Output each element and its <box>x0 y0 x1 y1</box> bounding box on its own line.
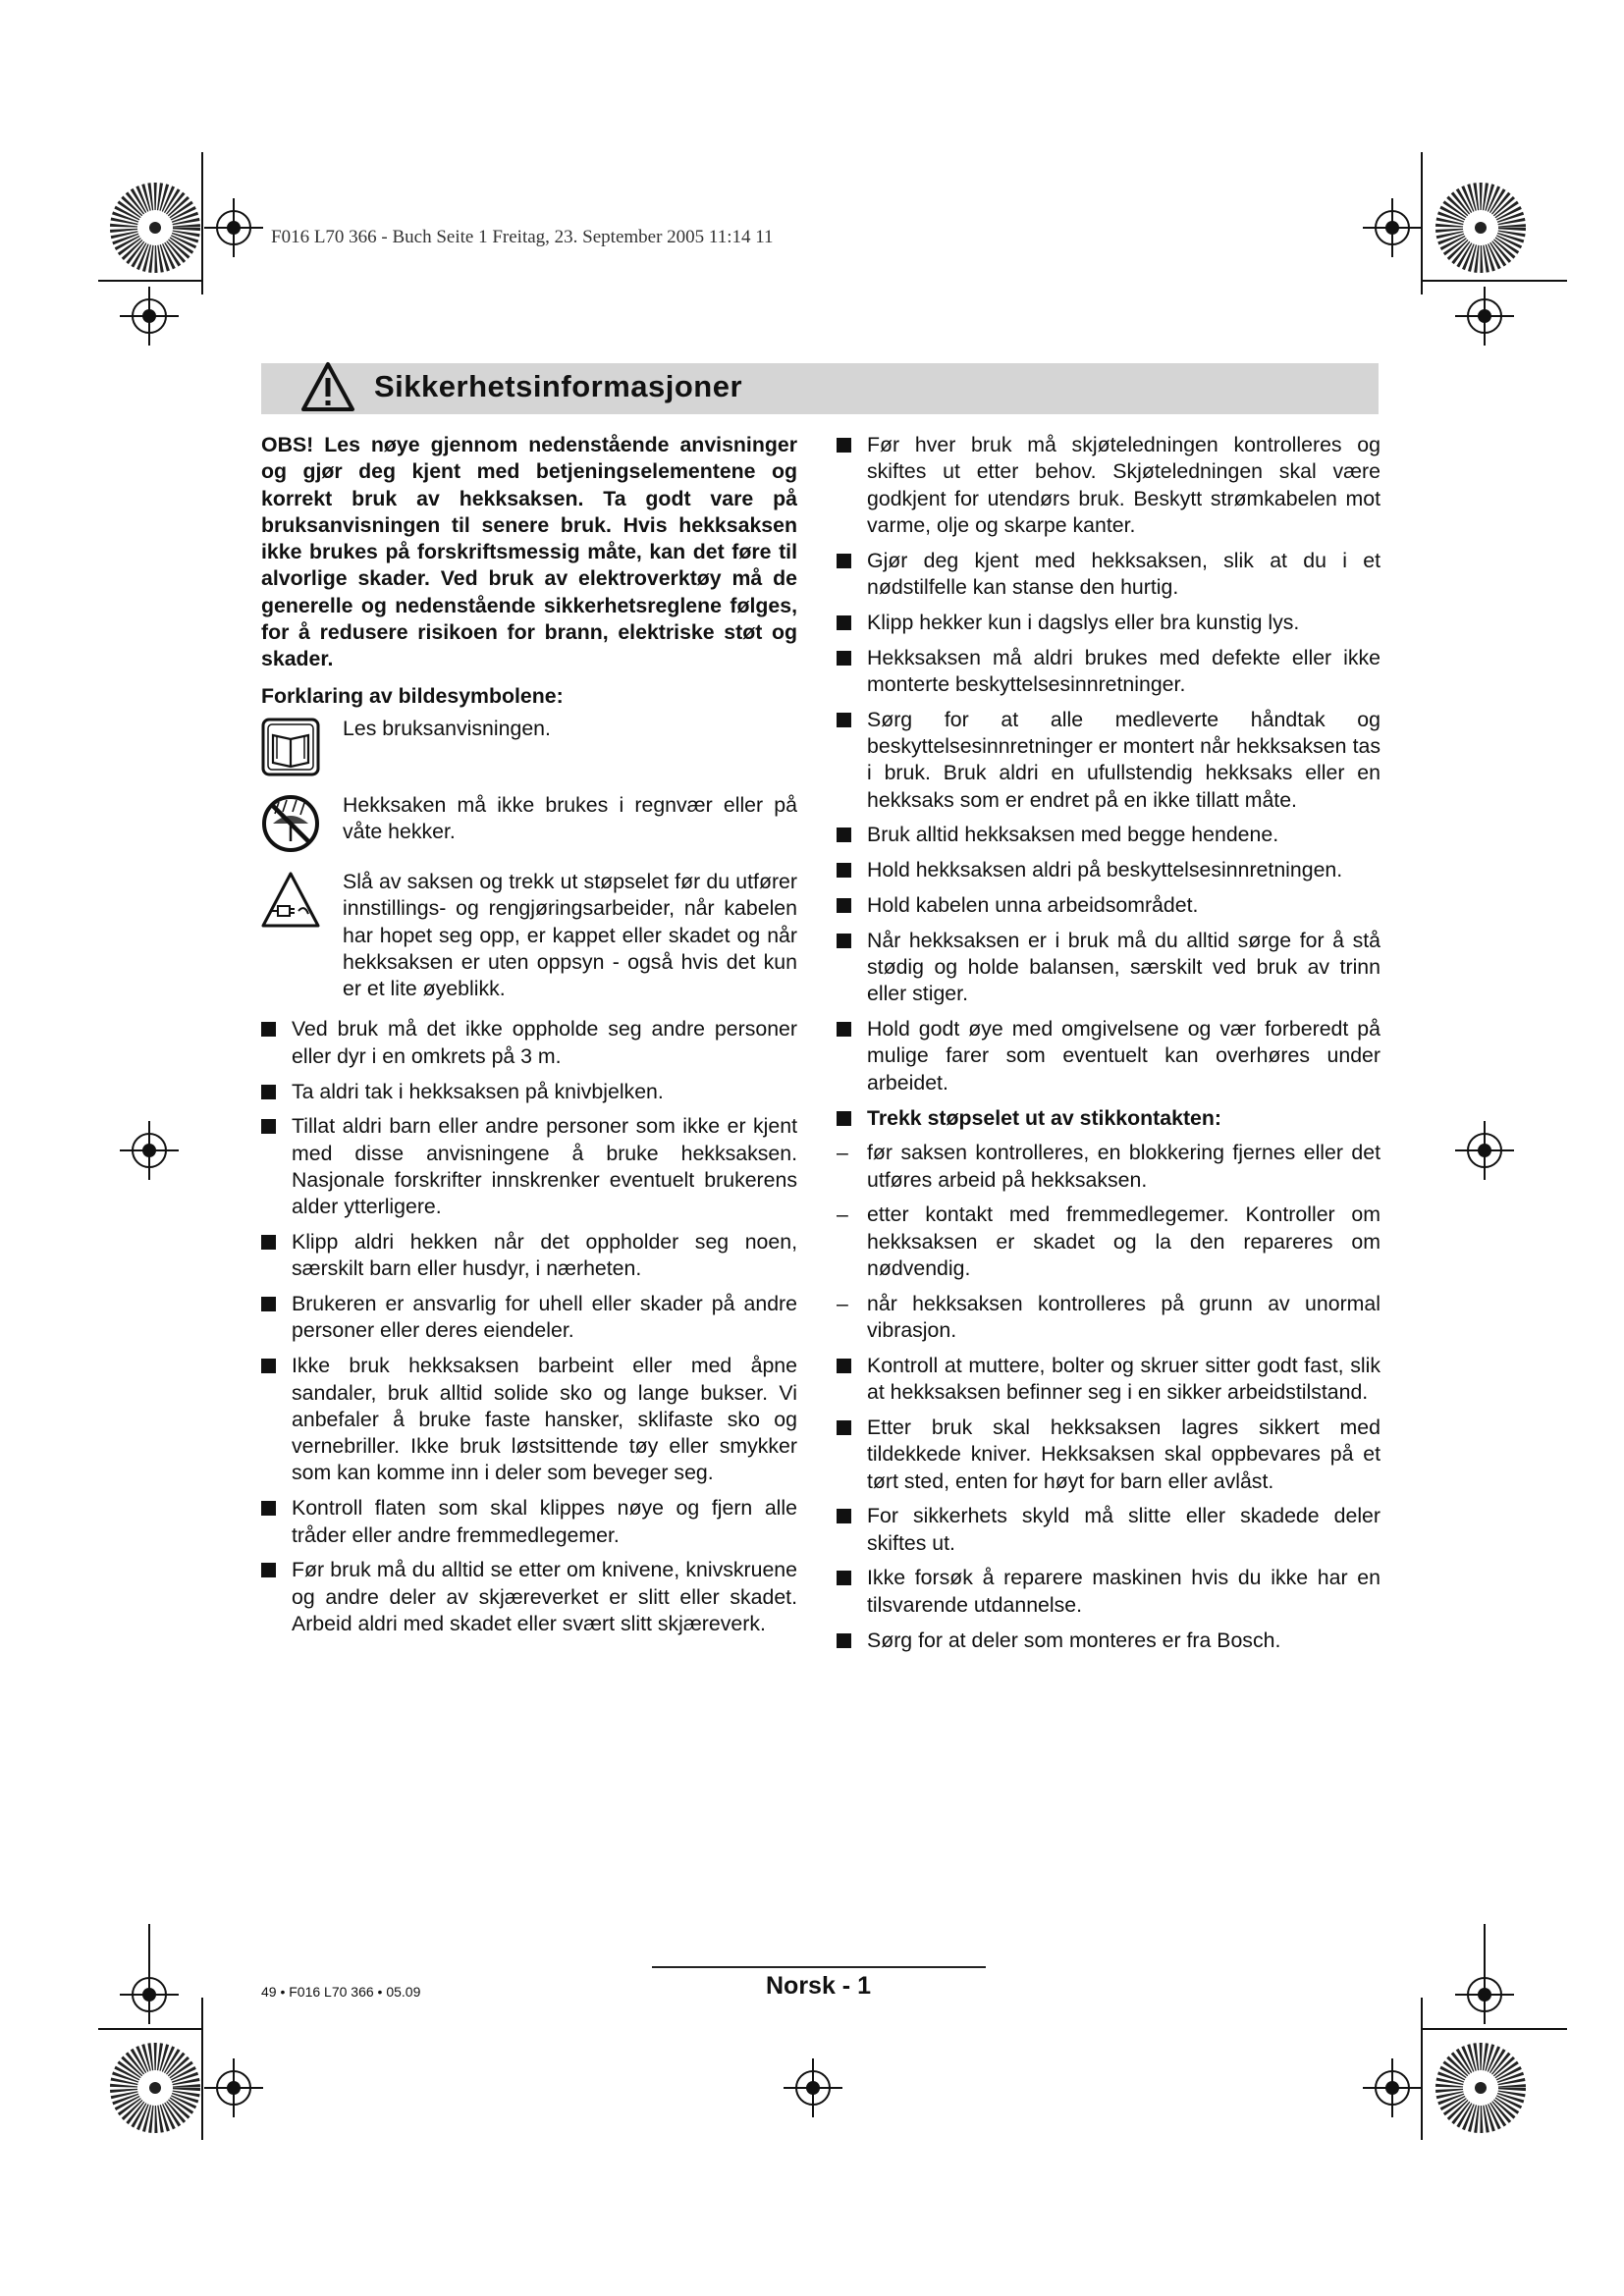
color-star-mark-icon <box>1449 2056 1512 2119</box>
book-icon <box>261 718 320 776</box>
bullet-icon <box>837 615 851 630</box>
warning-triangle-icon <box>300 361 355 412</box>
registration-mark-icon <box>1363 198 1422 257</box>
bullet-icon <box>837 863 851 878</box>
registration-mark-icon <box>1455 1121 1514 1180</box>
bullet-icon <box>837 1420 851 1435</box>
bullet-icon <box>837 438 851 453</box>
bullet-icon <box>837 1633 851 1648</box>
bullet-icon <box>837 1571 851 1585</box>
bullet-icon <box>837 1509 851 1523</box>
section-title: Sikkerhetsinformasjoner <box>374 369 743 403</box>
symbol-row <box>261 792 797 855</box>
bullet-icon <box>837 1022 851 1037</box>
safety-item: Brukeren er ansvarlig for uhell eller skader på andre personer eller deres eiendeler. <box>261 1291 797 1345</box>
symbol-text: Les bruksanvisningen. <box>343 716 551 740</box>
safety-item: Hold kabelen unna arbeidsområdet. <box>837 892 1380 919</box>
bullet-icon <box>837 554 851 568</box>
bullet-icon <box>837 1111 851 1126</box>
safety-item: Hekksaksen må aldri brukes med defekte eller ikke monterte beskyttelsesinnretninger. <box>837 645 1380 699</box>
bullet-icon <box>261 1359 276 1373</box>
footer-code: 49 • F016 L70 366 • 05.09 <box>261 1984 421 2000</box>
bullet-icon <box>261 1022 276 1037</box>
safety-item: Sørg for at alle medleverte håndtak og beskyttelsesinnretninger er montert når hekksaksen tas i bruk. Bruk aldri en ufullstendig hekksaks eller en hekksaks som er endret på en ikke tillatt måte. <box>837 707 1380 814</box>
registration-mark-icon <box>120 1121 179 1180</box>
safety-item: Ikke bruk hekksaksen barbeint eller med åpne sandaler, bruk alltid solide sko og lange bukser. Vi anbefaler å bruke faste hansker, sklifaste sko og vernebriller. Ikke bruk løstsittende tøy eller smykker som kan komme inn i deler som beveger seg. <box>261 1353 797 1486</box>
bullet-icon <box>261 1501 276 1516</box>
left-column <box>261 432 797 1646</box>
bullet-icon <box>837 934 851 948</box>
safety-item: Klipp hekker kun i dagslys eller bra kunstig lys. <box>837 610 1380 636</box>
unplug-item: – før saksen kontrolleres, en blokkering fjernes eller det utføres arbeid på hekksaksen. <box>837 1141 1380 1192</box>
symbol-text: Slå av saksen og trekk ut støpselet før du utfører innstillings- og rengjøringsarbeider, når kabelen har hopet seg opp, er kappet eller skadet og når hekksaksen er uten oppsyn - også hvis det kun er et lite øyeblikk. <box>343 869 797 1001</box>
bullet-icon <box>837 713 851 727</box>
safety-item: Etter bruk skal hekksaksen lagres sikkert med tildekkede kniver. Hekksaksen skal oppbevares på et tørt sted, enten for høyt for barn eller avlåst. <box>837 1415 1380 1495</box>
safety-item: Tillat aldri barn eller andre personer som ikke er kjent med disse anvisningene å bruke hekksaksen. Nasjonale forskrifter innskrenker eventuelt brukerens alder ytterligere. <box>261 1113 797 1220</box>
registration-mark-icon <box>1363 2058 1422 2117</box>
bullet-icon <box>261 1235 276 1250</box>
registration-mark-icon <box>1455 287 1514 346</box>
safety-item: Bruk alltid hekksaksen med begge hendene. <box>837 822 1380 848</box>
intro-warning: OBS! Les nøye gjennom nedenstående anvisninger og gjør deg kjent med betjeningselementene og korrekt bruk av hekksaksen. Ta godt vare på bruksanvisningen til senere bruk. Hvis hekksaksen ikke brukes på forskriftsmessig måte, kan det føre til alvorlige skader. Ved bruk av elektroverktøy må de generelle og nedenstående sikkerhetsreglene følges, for å redusere risikoen for brann, elektriske støt og skader. <box>261 433 797 671</box>
bullet-icon <box>837 898 851 913</box>
safety-item: Sørg for at deler som monteres er fra Bosch. <box>837 1628 1380 1654</box>
safety-item: Kontroll flaten som skal klippes nøye og fjern alle tråder eller andre fremmedlegemer. <box>261 1495 797 1549</box>
safety-item: Ved bruk må det ikke oppholde seg andre personer eller dyr i en omkrets på 3 m. <box>261 1016 797 1070</box>
symbol-row <box>261 716 797 778</box>
bullet-icon <box>837 828 851 842</box>
safety-item: Før hver bruk må skjøteledningen kontrolleres og skiftes ut etter behov. Skjøteledningen skal være godkjent for utendørs bruk. Beskytt strømkabelen mot varme, olje og skarpe kanter. <box>837 432 1380 539</box>
registration-mark-icon <box>204 198 263 257</box>
registration-mark-icon <box>120 287 179 346</box>
bullet-icon <box>261 1085 276 1099</box>
no-rain-icon <box>261 794 320 853</box>
color-star-mark-icon <box>1449 196 1512 259</box>
safety-item: For sikkerhets skyld må slitte eller skadede deler skiftes ut. <box>837 1503 1380 1557</box>
bullet-icon <box>837 1359 851 1373</box>
section-title-bar <box>261 363 1379 414</box>
safety-item: Hold hekksaksen aldri på beskyttelsesinnretningen. <box>837 857 1380 883</box>
unplug-warning-icon <box>261 871 320 930</box>
safety-item: Ikke forsøk å reparere maskinen hvis du ikke har en tilsvarende utdannelse. <box>837 1565 1380 1619</box>
safety-item: Hold godt øye med omgivelsene og vær forberedt på mulige farer som eventuelt kan overhøres under arbeidet. <box>837 1016 1380 1096</box>
bullet-icon <box>261 1297 276 1311</box>
color-star-mark-icon <box>124 2056 187 2119</box>
bullet-icon <box>837 651 851 666</box>
unplug-item: – etter kontakt med fremmedlegemer. Kontroller om hekksaksen er skadet og la den repareres om nødvendig. <box>837 1202 1380 1281</box>
safety-item: Ta aldri tak i hekksaksen på knivbjelken. <box>261 1079 797 1105</box>
safety-item: Gjør deg kjent med hekksaksen, slik at du i et nødstilfelle kan stanse den hurtig. <box>837 548 1380 602</box>
footer-rule <box>652 1966 986 1968</box>
bullet-icon <box>261 1119 276 1134</box>
registration-mark-icon <box>784 2058 842 2117</box>
safety-item: Klipp aldri hekken når det oppholder seg noen, særskilt barn eller husdyr, i nærheten. <box>261 1229 797 1283</box>
bullet-icon <box>261 1563 276 1577</box>
unplug-heading: Trekk støpselet ut av stikkontakten: <box>837 1105 1380 1132</box>
symbol-row <box>261 869 797 1002</box>
registration-mark-icon <box>204 2058 263 2117</box>
unplug-item: – når hekksaksen kontrolleres på grunn av unormal vibrasjon. <box>837 1291 1380 1343</box>
right-column <box>837 432 1380 1662</box>
print-header: F016 L70 366 - Buch Seite 1 Freitag, 23. September 2005 11:14 11 <box>271 227 774 247</box>
page-number: Norsk - 1 <box>766 1972 871 2000</box>
symbols-heading: Forklaring av bildesymbolene: <box>261 683 564 708</box>
registration-mark-icon <box>120 1965 179 2024</box>
symbol-text: Hekksaken må ikke brukes i regnvær eller på våte hekker. <box>343 792 797 844</box>
color-star-mark-icon <box>124 196 187 259</box>
safety-item: Når hekksaksen er i bruk må du alltid sørge for å stå stødig og holde balansen, særskilt ved bruk av trinn eller stiger. <box>837 928 1380 1008</box>
safety-item: Før bruk må du alltid se etter om knivene, knivskruene og andre deler av skjæreverket er slitt eller skadet. Arbeid aldri med skadet eller svært slitt skjæreverk. <box>261 1557 797 1637</box>
safety-item: Kontroll at muttere, bolter og skruer sitter godt fast, slik at hekksaksen befinner seg i en sikker arbeidstilstand. <box>837 1353 1380 1407</box>
registration-mark-icon <box>1455 1965 1514 2024</box>
